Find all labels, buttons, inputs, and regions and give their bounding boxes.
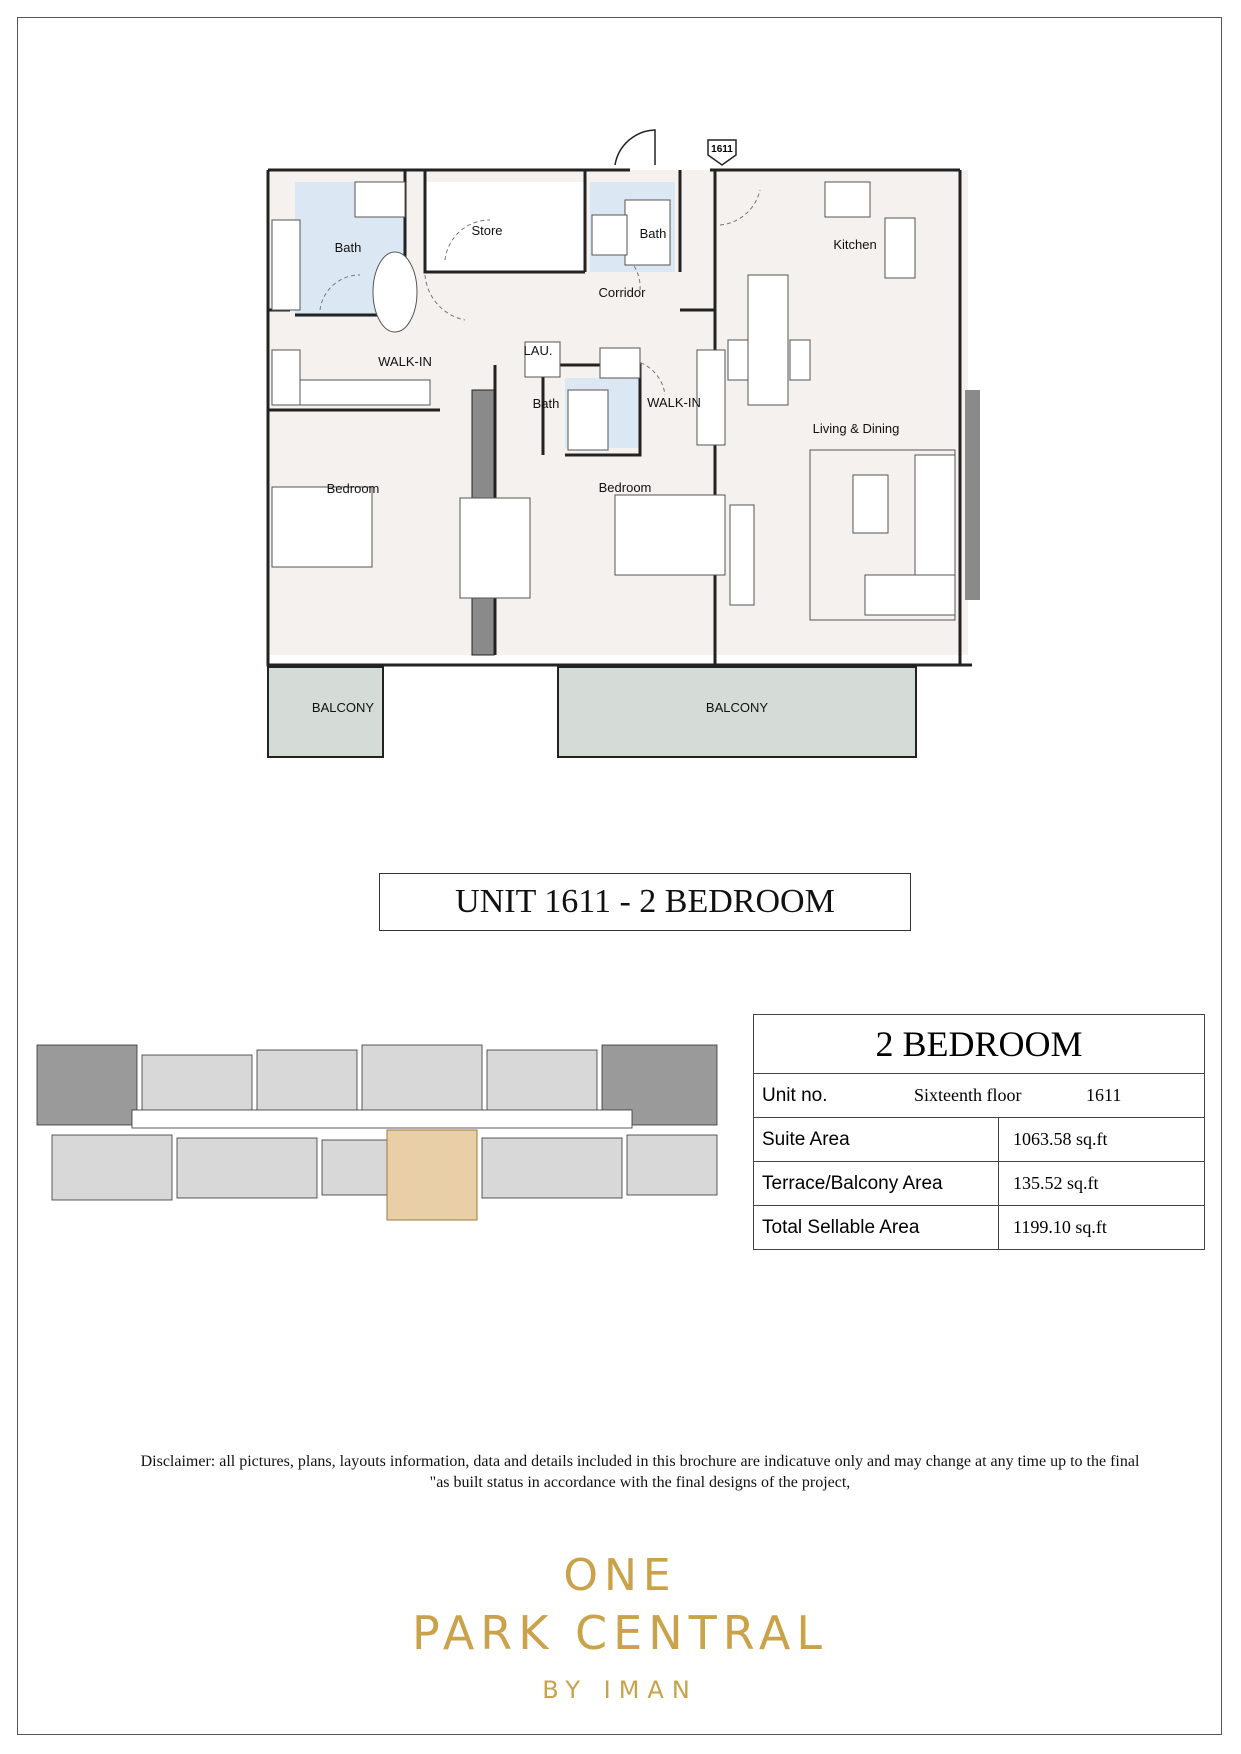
logo-line-2: PARK CENTRAL (412, 1606, 828, 1660)
label-bath-2: Bath (639, 226, 667, 241)
key-plan-corridor (132, 1110, 632, 1128)
table-row (754, 1206, 1205, 1250)
table-row (754, 1162, 1205, 1206)
unit-number: 1611 (1086, 1085, 1122, 1105)
entry-door (615, 130, 655, 165)
row-value: 1199.10 sq.ft (999, 1206, 1205, 1250)
label-store: Store (471, 223, 503, 238)
disclaimer-line-2: "as built status in accordance with the final designs of the project, (429, 1474, 851, 1491)
logo-line-3: BY IMAN (542, 1676, 698, 1704)
unit-tag: 1611 (711, 144, 733, 155)
label-bedroom-2: Bedroom (598, 480, 652, 495)
area-table (753, 1014, 1205, 1250)
label-balcony-1: BALCONY (311, 700, 375, 715)
store-floor (425, 182, 585, 272)
label-kitchen: Kitchen (833, 237, 877, 252)
disclaimer (60, 1451, 1220, 1493)
row-value: 1063.58 sq.ft (999, 1118, 1205, 1162)
row-label: Terrace/Balcony Area (754, 1162, 999, 1206)
label-walkin-1: WALK-IN (378, 354, 432, 369)
label-bedroom-1: Bedroom (326, 481, 380, 496)
label-bath-3: Bath (532, 396, 560, 411)
unit-highlight (387, 1130, 477, 1220)
label-bath-1: Bath (334, 240, 362, 255)
unit-row (754, 1074, 1205, 1118)
key-plan (32, 1040, 732, 1225)
brand-logo (340, 1530, 900, 1710)
bathtub (373, 252, 417, 332)
unit-label: Unit no. (762, 1084, 828, 1106)
row-value: 135.52 sq.ft (999, 1162, 1205, 1206)
key-plan-lower-wing (52, 1135, 717, 1200)
column-2 (965, 390, 980, 600)
unit-title: UNIT 1611 - 2 BEDROOM (379, 873, 911, 931)
disclaimer-line-1: Disclaimer: all pictures, plans, layouts information, data and details included in this brochure are indicatuve only and may change at any time up to the final (140, 1453, 1140, 1470)
row-label: Total Sellable Area (754, 1206, 999, 1250)
label-balcony-2: BALCONY (705, 700, 769, 715)
floor-plan (260, 110, 980, 770)
table-heading: 2 BEDROOM (754, 1015, 1205, 1074)
label-walkin-2: WALK-IN (647, 395, 701, 410)
row-label: Suite Area (754, 1118, 999, 1162)
label-corridor: Corridor (598, 285, 646, 300)
table-row (754, 1118, 1205, 1162)
label-lau: LAU. (523, 343, 553, 358)
logo-line-1: ONE (563, 1550, 677, 1601)
label-living: Living & Dining (812, 421, 900, 436)
floor-value: Sixteenth floor (914, 1085, 1022, 1105)
